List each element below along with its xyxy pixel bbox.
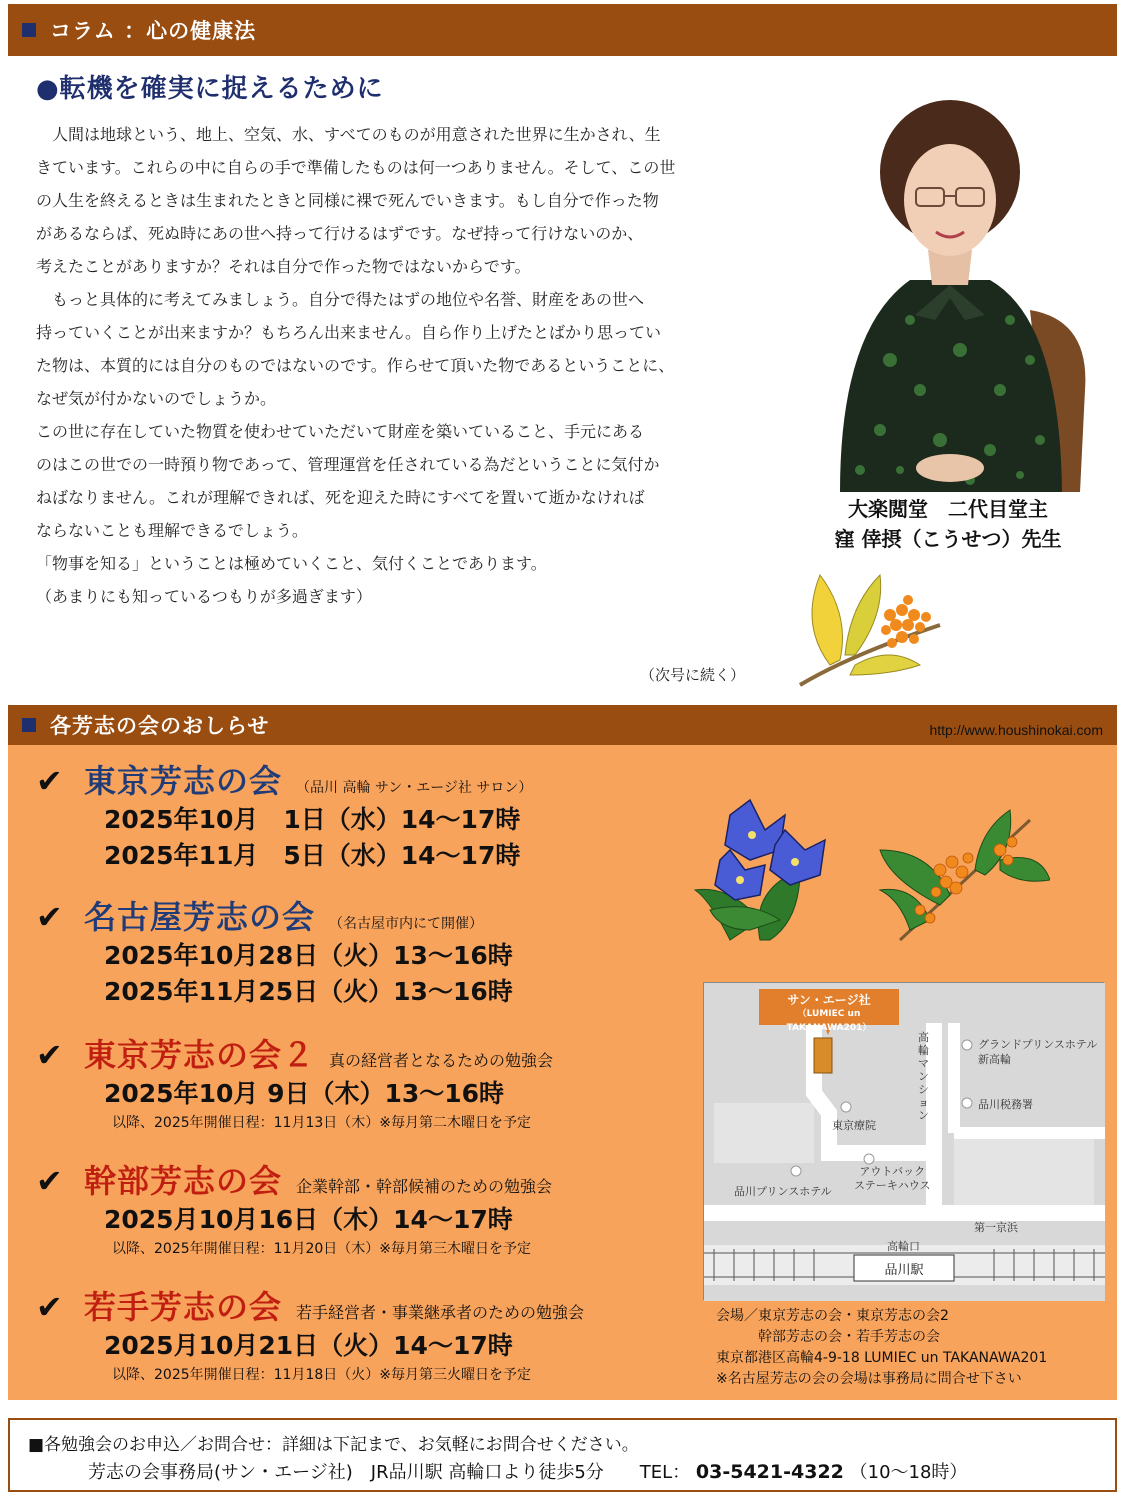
event-date: 2025年11月 5日（水）14～17時 — [104, 841, 521, 870]
square-bullet-icon — [22, 718, 36, 732]
event-date: 2025年10月28日（火）13～16時 — [104, 941, 513, 970]
event-tokyo — [36, 756, 532, 874]
venue-line: 東京都港区高輪4-9-18 LUMIEC un TAKANAWA201 — [716, 1350, 1048, 1366]
event-tokyo-2 — [36, 1030, 553, 1134]
caption-title: 大楽閲堂 二代目堂主 — [848, 497, 1048, 521]
column-line: た物は、本質的には自分のものではないのです。作らせて頂いた物であるということに、 — [36, 356, 675, 375]
map-tokyo-ryoin: 東京療院 — [832, 1119, 876, 1132]
osmanthus-flower-icon — [880, 810, 1050, 940]
column-line: 考えたことがありますか？それは自分で作った物ではないからです。 — [36, 257, 531, 276]
column-line: の人生を終えるときは生まれたときと同様に裸で死んでいきます。もし自分で作った物 — [36, 191, 659, 210]
column-line: のはこの世での一時預り物であって、管理運営を任されている為だということに気付か — [36, 455, 660, 474]
column-line: ならないことも理解できるでしょう。 — [36, 521, 308, 540]
square-bullet-icon — [22, 23, 36, 37]
map-station: 品川駅 — [884, 1263, 924, 1278]
check-icon: ✔ — [36, 1036, 63, 1074]
column-line: 人間は地球という、地上、空気、水、すべてのものが用意された世界に生かされ、生 — [36, 125, 661, 144]
event-kanbu — [36, 1156, 552, 1260]
map-shinagawa-prince: 品川プリンスホテル — [734, 1185, 832, 1198]
event-name: 東京芳志の会２ — [84, 1036, 316, 1074]
column-header-bar — [8, 4, 1117, 56]
website-url[interactable]: http://www.houshinokai.com — [929, 722, 1103, 738]
column-line: この世に存在していた物質を使わせていただいて財産を築いていること、手元にある — [36, 422, 645, 441]
venue-info — [716, 1306, 1047, 1390]
event-nagoya — [36, 892, 513, 1010]
office-info: 芳志の会事務局(サン・エージ社) JR品川駅 高輪口より徒歩5分 TEL： — [88, 1462, 691, 1483]
map-label: アウトバック — [859, 1165, 926, 1178]
column-section-title: コラム ：心の健康法 — [50, 19, 257, 43]
flowers-illustration — [690, 790, 1050, 950]
check-icon: ✔ — [36, 898, 63, 936]
event-subtitle: （名古屋市内にて開催） — [329, 916, 484, 932]
event-date: 2025月10月21日（火）14～17時 — [104, 1331, 513, 1360]
venue-line: ※名古屋芳志の会の会場は事務局に問合せ下さい — [716, 1371, 1022, 1387]
portrait-photo — [800, 60, 1100, 492]
event-date: 2025年10月 1日（水）14～17時 — [104, 805, 521, 834]
column-line: があるならば、死ぬ時にあの世へ持って行けるはずです。なぜ持って行けないのか、 — [36, 224, 644, 243]
caption-name: 窪 倖摂（こうせつ）先生 — [834, 527, 1062, 551]
venue-map — [703, 982, 1104, 1300]
event-name: 若手芳志の会 — [84, 1288, 283, 1326]
event-schedule-note: 以降、2025年開催日程：11月20日（木）※毎月第三木曜日を予定 — [112, 1241, 531, 1257]
event-subtitle: 真の経営者となるための勉強会 — [329, 1051, 554, 1070]
column-line: もっと具体的に考えてみましょう。自分で得たはずの地位や名誉、財産をあの世へ — [36, 290, 645, 309]
venue-line: 会場／東京芳志の会・東京芳志の会2 — [716, 1308, 949, 1324]
column-line: （あまりにも知っているつもりが多過ぎます） — [36, 587, 372, 606]
map-label: 新高輪 — [978, 1053, 1011, 1066]
map-venue-sub: （LUMIEC un TAKANAWA201） — [786, 1009, 872, 1033]
map-daiichi-keihin: 第一京浜 — [974, 1221, 1018, 1234]
event-schedule-note: 以降、2025年開催日程：11月13日（木）※毎月第二木曜日を予定 — [112, 1115, 531, 1131]
portrait-caption — [798, 494, 1098, 554]
column-line: 「物事を知る」ということは極めていくこと、気付くことであります。 — [36, 554, 547, 573]
osmanthus-flower-illustration — [790, 555, 950, 690]
contact-footer — [8, 1418, 1117, 1492]
event-wakate — [36, 1282, 584, 1386]
column-line: きています。これらの中に自らの手で準備したものは何一つありません。そして、この世 — [36, 158, 676, 177]
event-date: 2025年10月 9日（木）13～16時 — [104, 1079, 505, 1108]
gentian-flower-icon — [695, 800, 825, 940]
event-date: 2025月10月16日（木）14～17時 — [104, 1205, 513, 1234]
column-line: 持っていくことが出来ますか？もちろん出来ません。自ら作り上げたとばかり思ってい — [36, 323, 661, 342]
map-venue-name: サン・エージ社 — [787, 993, 871, 1007]
event-schedule-note: 以降、2025年開催日程：11月18日（火）※毎月第三火曜日を予定 — [112, 1367, 531, 1383]
map-label: グランドプリンスホテル — [978, 1038, 1098, 1051]
event-name: 名古屋芳志の会 — [84, 898, 316, 936]
event-subtitle: 若手経営者・事業継承者のための勉強会 — [296, 1303, 585, 1322]
check-icon: ✔ — [36, 1162, 63, 1200]
map-outback — [854, 1165, 930, 1193]
column-line: なぜ気が付かないのでしょうか。 — [36, 389, 277, 408]
event-subtitle: 企業幹部・幹部候補のための勉強会 — [296, 1177, 553, 1196]
check-icon: ✔ — [36, 1288, 63, 1326]
map-grand-prince — [978, 1037, 1097, 1067]
map-takanawaguchi: 高輪口 — [887, 1240, 920, 1253]
office-hours: （10～18時） — [849, 1462, 968, 1483]
event-name: 東京芳志の会 — [84, 762, 283, 800]
office-line — [88, 1458, 967, 1484]
event-date: 2025年11月25日（火）13～16時 — [104, 977, 513, 1006]
column-heading: ●転機を確実に捉えるために — [36, 74, 384, 104]
contact-line: ■各勉強会のお申込／お問合せ：詳細は下記まで、お気軽にお問合せください。 — [28, 1435, 639, 1455]
notice-section-title: 各芳志の会のおしらせ — [50, 714, 270, 738]
map-tax-office: 品川税務署 — [978, 1098, 1033, 1111]
check-icon: ✔ — [36, 762, 63, 800]
map-venue-label — [759, 993, 899, 1035]
continued-note: （次号に続く） — [640, 666, 746, 684]
map-label: ステーキハウス — [854, 1179, 931, 1192]
event-name: 幹部芳志の会 — [84, 1162, 283, 1200]
venue-line: 幹部芳志の会・若手芳志の会 — [716, 1329, 940, 1345]
column-line: ねばなりません。これが理解できれば、死を迎えた時にすべてを置いて逝かなければ — [36, 488, 645, 507]
column-body — [36, 118, 784, 613]
event-subtitle: （品川 高輪 サン・エージ社 サロン） — [296, 780, 533, 796]
map-street-label: 高輪マンション — [918, 1031, 929, 1122]
phone-number[interactable]: 03-5421-4322 — [695, 1461, 844, 1483]
